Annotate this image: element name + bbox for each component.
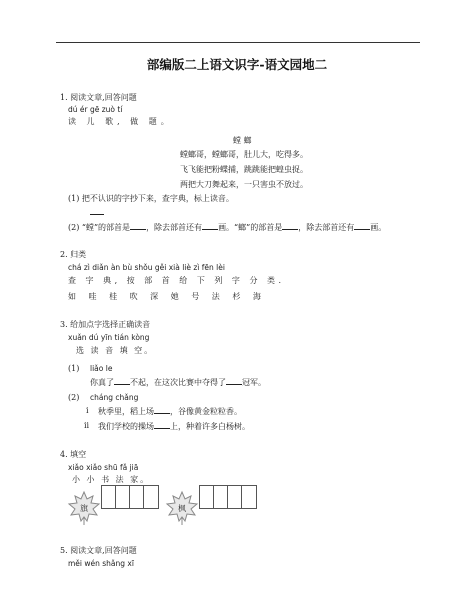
q3-s1-text: 冠军。 <box>242 378 266 387</box>
q3-chars: 选 读 音 填 空。 <box>76 346 155 355</box>
answer-blank[interactable] <box>90 214 104 215</box>
q3-s2-i-text: 秋季里，稻上场 <box>98 407 154 416</box>
answer-blank[interactable] <box>354 222 370 230</box>
grid-cell[interactable] <box>228 486 242 508</box>
q5-pinyin: měi wén shǎng xī <box>68 559 134 568</box>
answer-blank[interactable] <box>202 222 218 230</box>
q1-sub2-text: 画。“螂”的部首是 <box>218 223 283 232</box>
grid-cell[interactable] <box>116 486 130 508</box>
answer-blank[interactable] <box>114 377 130 385</box>
q3-s2-ii-text: 我们学校的操场 <box>98 422 154 431</box>
q3-s2-i-text: ，谷像黄金粒粒香。 <box>170 407 242 416</box>
page-title: 部编版二上语文识字-语文园地二 <box>146 57 328 72</box>
writing-grid[interactable] <box>101 485 159 509</box>
q1-heading: 1. 阅读文章,回答问题 <box>60 93 137 102</box>
q3-heading: 3. 给加点字选择正确读音 <box>60 320 151 329</box>
q3-s1-text: 你真了 <box>90 378 114 387</box>
answer-blank[interactable] <box>226 377 242 385</box>
q3-s2-ii-text: 上，种着许多白杨树。 <box>170 422 250 431</box>
grid-cell[interactable] <box>144 486 158 508</box>
q2-line2: 如 哇 桂 吹 深 她 号 法 杉 海 <box>68 292 266 301</box>
q4-heading: 4. 填空 <box>60 450 87 459</box>
maple-leaf-icon <box>164 490 200 526</box>
answer-blank[interactable] <box>130 222 146 230</box>
q3-s2-i-num: i <box>86 406 89 415</box>
q1-sub1: (1) 把不认识的字抄下来，查字典，标上读音。 <box>68 194 234 203</box>
maple-leaf-icon <box>66 490 102 526</box>
q5-heading: 5. 阅读文章,回答问题 <box>60 546 137 555</box>
q3-s2-pinyin: cháng chǎng <box>90 393 139 402</box>
answer-blank[interactable] <box>154 421 170 429</box>
q1-sub2-text: 画。 <box>370 223 387 232</box>
poem-line-3: 两把大刀舞起来，一只害虫不放过。 <box>180 180 308 189</box>
grid-cell[interactable] <box>242 486 256 508</box>
answer-blank[interactable] <box>154 406 170 414</box>
q2-line1: 查 字 典, 按 部 首 给 下 列 字 分 类. <box>68 276 285 285</box>
grid-cell[interactable] <box>214 486 228 508</box>
leaf-char: 枫 <box>178 504 186 513</box>
leaf-char: 旗 <box>80 504 88 513</box>
top-rule <box>56 42 420 43</box>
q1-sub2-text: (2) “螳”的部首是 <box>68 223 131 232</box>
q2-pinyin: chá zì diǎn àn bù shǒu gěi xià liè zì fēn lèi <box>68 263 225 272</box>
grid-cell[interactable] <box>130 486 144 508</box>
q1-sub2 <box>68 222 386 233</box>
q4-pinyin: xiǎo xiǎo shū fǎ jiā <box>68 463 139 472</box>
grid-cell[interactable] <box>200 486 214 508</box>
answer-blank[interactable] <box>282 222 298 230</box>
q1-sub2-text: ，除去部首还有 <box>298 223 355 232</box>
q3-pinyin: xuǎn dú yīn tián kòng <box>68 333 150 342</box>
q1-pinyin: dú ér gē zuò tí <box>68 105 123 114</box>
q3-s2-ii-sentence <box>98 421 250 432</box>
q3-s2-label: (2) <box>68 393 80 402</box>
q2-heading: 2. 归类 <box>60 250 87 259</box>
q3-s1-text: 不起，在这次比赛中夺得了 <box>130 378 226 387</box>
q4-chars: 小 小 书 法 家。 <box>72 475 151 484</box>
grid-cell[interactable] <box>102 486 116 508</box>
q3-s1-sentence <box>90 377 266 388</box>
writing-grid[interactable] <box>199 485 257 509</box>
q1-sub2-text: ，除去部首还有 <box>146 223 203 232</box>
q3-s2-ii-num: ii <box>84 421 90 430</box>
q3-s1-pinyin: liǎo le <box>90 364 113 373</box>
poem-line-1: 螳螂哥，螳螂哥，肚儿大，吃得多。 <box>180 150 308 159</box>
q1-chars: 读 儿 歌, 做 题。 <box>68 117 173 126</box>
q3-s1-label: (1) <box>68 364 80 373</box>
poem-title: 螳 螂 <box>233 136 252 145</box>
poem-line-2: 飞飞能把粉蝶捕，跳跳能把蝗虫捉。 <box>180 165 308 174</box>
q3-s2-i-sentence <box>98 406 242 417</box>
